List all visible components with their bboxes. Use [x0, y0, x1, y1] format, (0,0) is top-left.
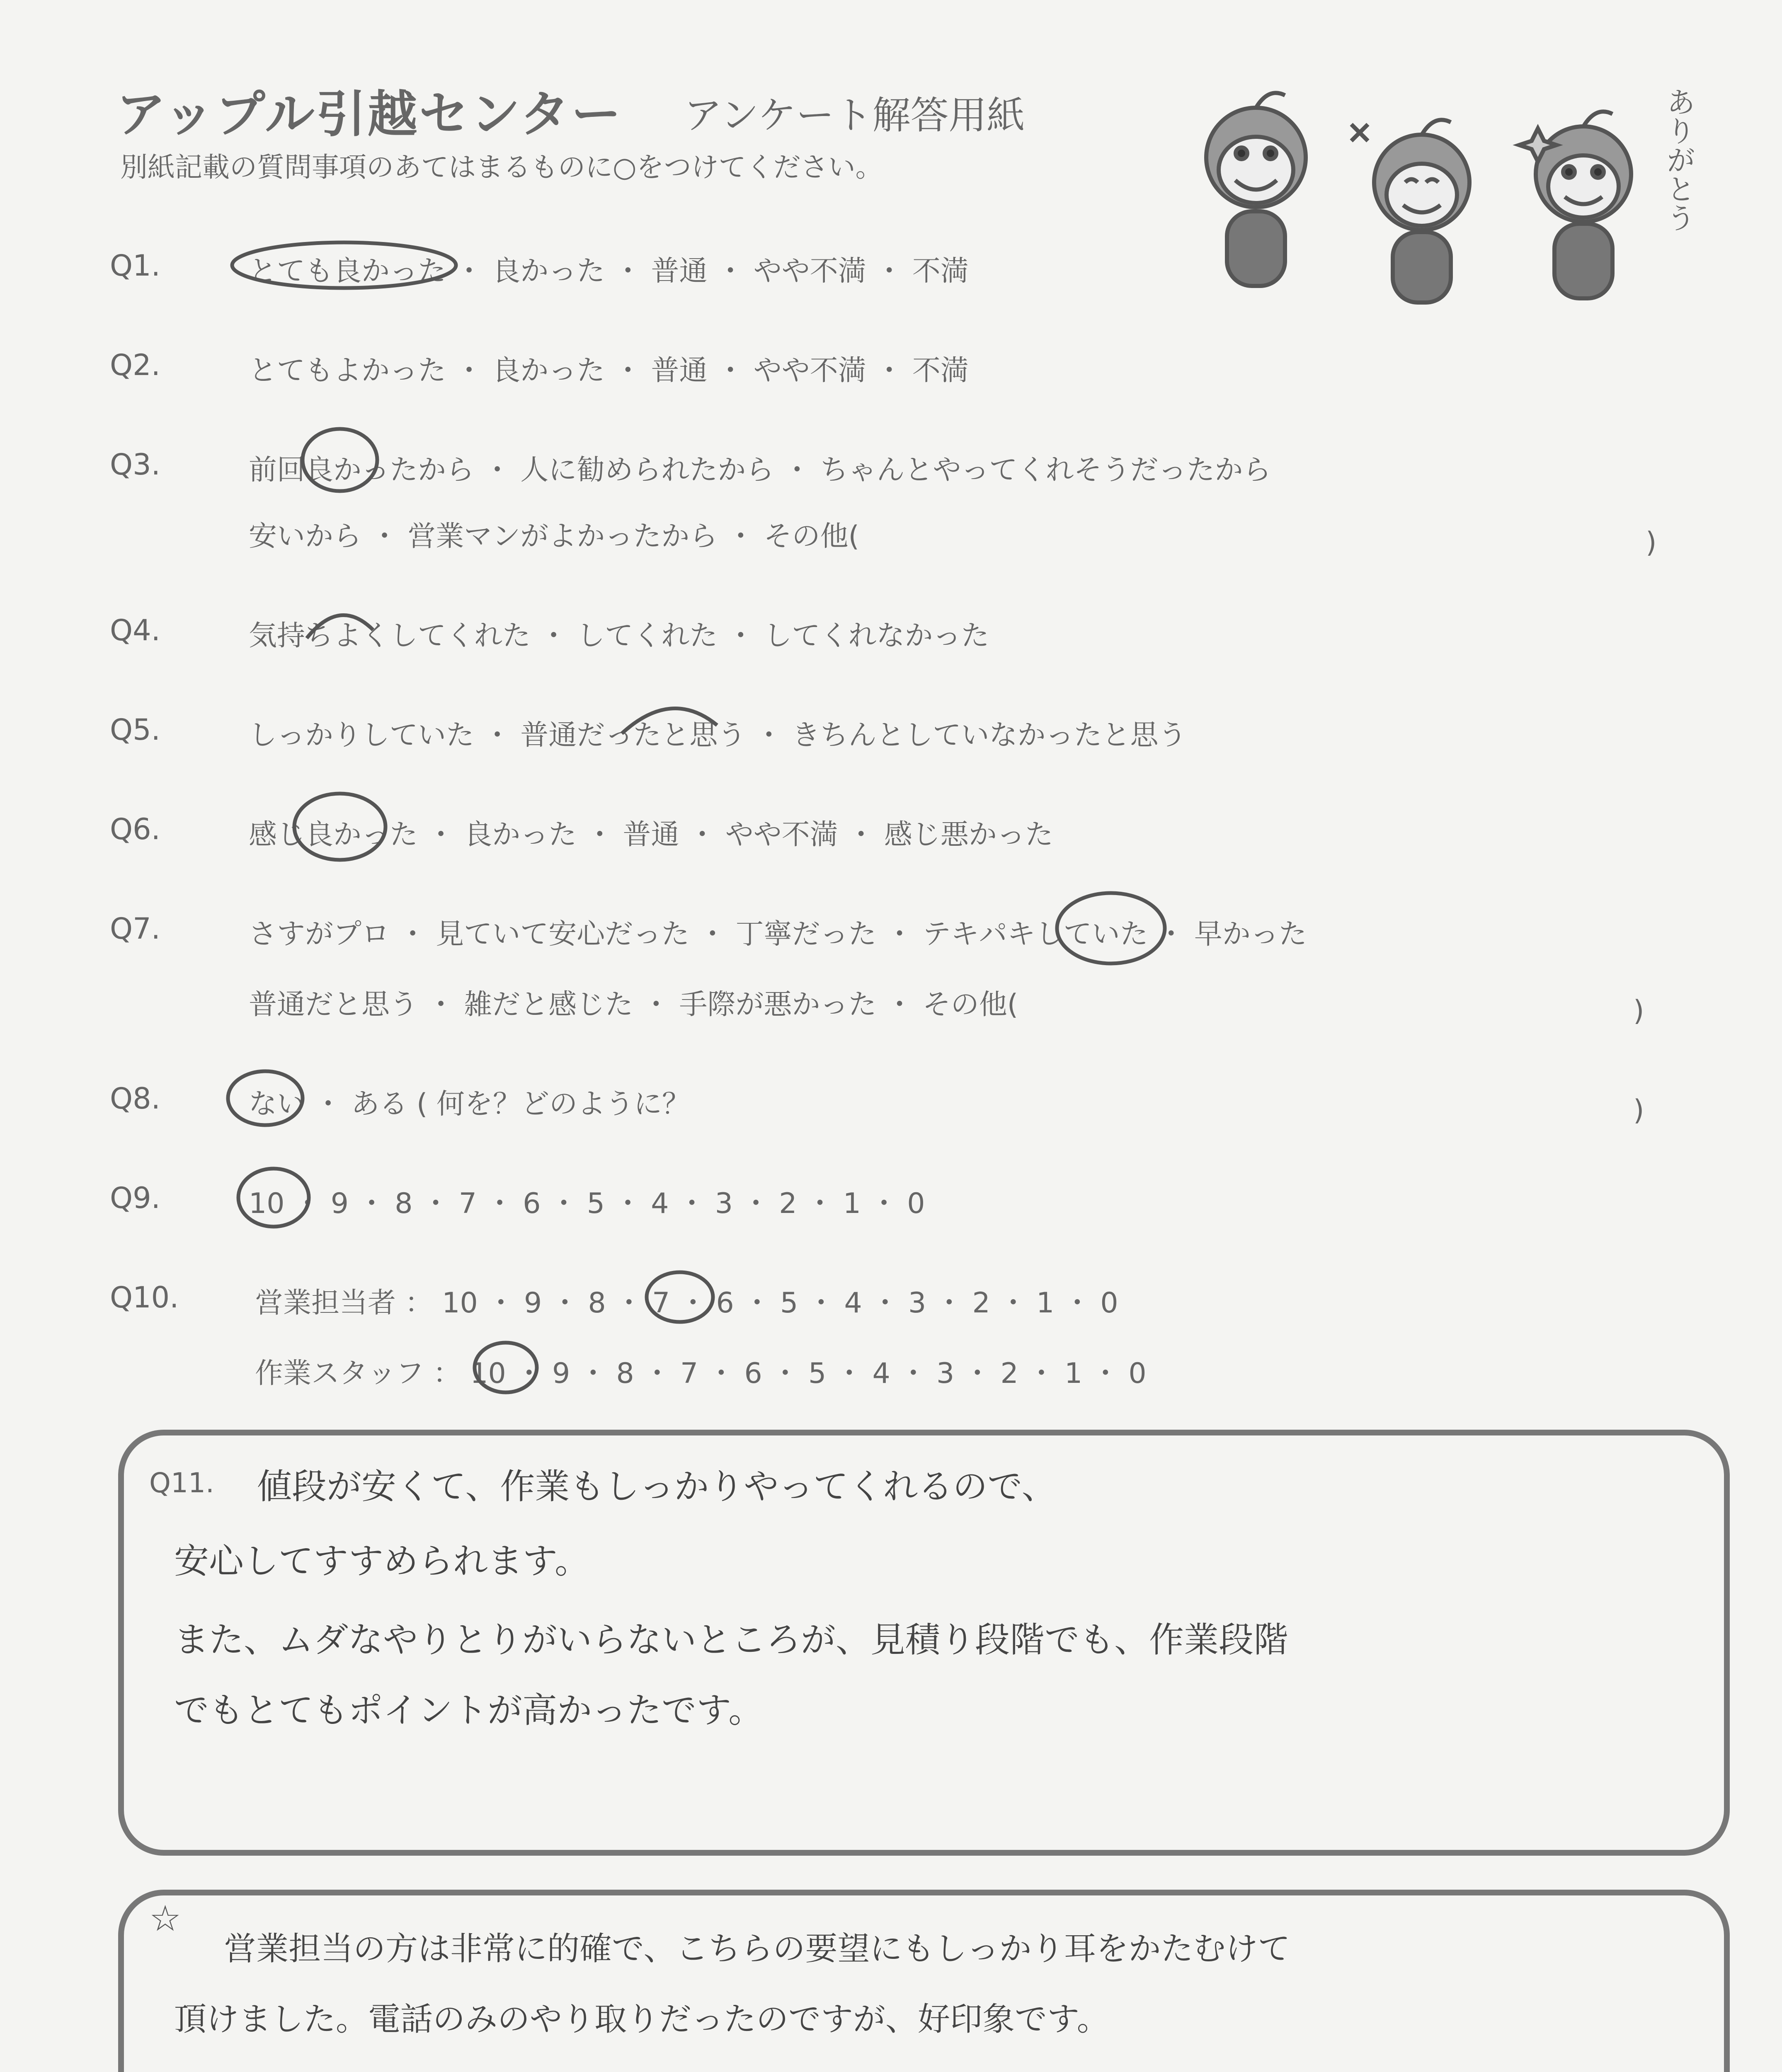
q1-options: とても良かった ・ 良かった ・ 普通 ・ やや不満 ・ 不満 [249, 255, 969, 288]
q11-line-2: 安心してすすめられます。 [174, 1541, 590, 1581]
form-subtitle: アンケート解答用紙 [684, 93, 1025, 138]
q10-staff-answer-circle [475, 1343, 537, 1392]
q7-close-paren: ) [1633, 995, 1644, 1027]
q7-label: Q7. [110, 912, 160, 946]
q1-label: Q1. [110, 249, 160, 283]
q7-answer-circle [1057, 893, 1165, 963]
q10-staff-options: 作業スタッフ ： 10 ・ 9 ・ 8 ・ 7 ・ 6 ・ 5 ・ 4 ・ 3 ・ 2 ・ 1 ・ 0 [255, 1357, 1147, 1390]
q10-sales-answer-circle [647, 1272, 713, 1322]
q5-options: しっかりしていた ・ 普通だったと思う ・ きちんとしていなかったと思う [249, 719, 1187, 752]
form-title: アップル引越センター [116, 86, 623, 143]
comment-line-2: 頂けました。電話のみのやり取りだったのですが、好印象です。 [174, 2001, 1109, 2038]
q7-options-line1: さすがプロ ・ 見ていて安心だった ・ 丁寧だった ・ テキパキしていた ・ 早かった [249, 918, 1307, 951]
q11-line-1: 値段が安くて、作業もしっかりやってくれるので、 [257, 1466, 1057, 1507]
q3-label: Q3. [110, 448, 160, 482]
mascot-thanks-text: ありがとう [1662, 87, 1696, 232]
q3-options-line2: 安いから ・ 営業マンがよかったから ・ その他( [249, 520, 859, 553]
q3-options-line1: 前回良かったから ・ 人に勧められたから ・ ちゃんとやってくれそうだったから [249, 454, 1271, 487]
q1-answer-circle [232, 242, 456, 288]
q2-options: とてもよかった ・ 良かった ・ 普通 ・ やや不満 ・ 不満 [249, 354, 969, 387]
q2-label: Q2. [110, 348, 160, 382]
q10-sales-options: 営業担当者 ： 10 ・ 9 ・ 8 ・ 7 ・ 6 ・ 5 ・ 4 ・ 3 ・ 2 ・ 1 ・ 0 [255, 1287, 1118, 1319]
q11-label: Q11. [149, 1467, 214, 1499]
q3-close-paren: ) [1646, 526, 1657, 559]
star-icon: ☆ [149, 1898, 182, 1939]
q4-label: Q4. [110, 613, 160, 647]
q4-options: 気持ちよくしてくれた ・ してくれた ・ してくれなかった [249, 620, 989, 652]
q5-label: Q5. [110, 713, 160, 747]
q9-options: 10 ・ 9 ・ 8 ・ 7 ・ 6 ・ 5 ・ 4 ・ 3 ・ 2 ・ 1 ・ 0 [249, 1187, 925, 1220]
q8-answer-circle [228, 1071, 303, 1125]
q4-answer-mark [307, 615, 373, 638]
q9-answer-circle [238, 1169, 309, 1227]
q9-label: Q9. [110, 1181, 160, 1215]
q8-close-paren: ) [1633, 1094, 1644, 1127]
q5-answer-mark [622, 709, 717, 734]
q6-label: Q6. [110, 812, 160, 846]
form-instruction: 別紙記載の質問事項のあてはまるものに○をつけてください。 [120, 151, 883, 183]
q10-label: Q10. [110, 1280, 179, 1314]
q11-line-3: また、ムダなやりとりがいらないところが、見積り段階でも、作業段階 [174, 1619, 1289, 1660]
comment-line-1: 営業担当の方は非常に的確で、こちらの要望にもしっかり耳をかたむけて [224, 1930, 1290, 1968]
q11-line-4: でもとてもポイントが高かったです。 [174, 1690, 764, 1731]
q6-answer-circle [294, 794, 385, 860]
q7-options-line2: 普通だと思う ・ 雑だと感じた ・ 手際が悪かった ・ その他( [249, 988, 1018, 1021]
q8-label: Q8. [110, 1082, 160, 1116]
q6-options: 感じ良かった ・ 良かった ・ 普通 ・ やや不満 ・ 感じ悪かった [249, 818, 1053, 851]
q8-options: ない ・ ある ( 何を？どのように？ [249, 1088, 690, 1121]
q3-answer-circle [303, 429, 377, 491]
free-comment-box [118, 1890, 1730, 2072]
